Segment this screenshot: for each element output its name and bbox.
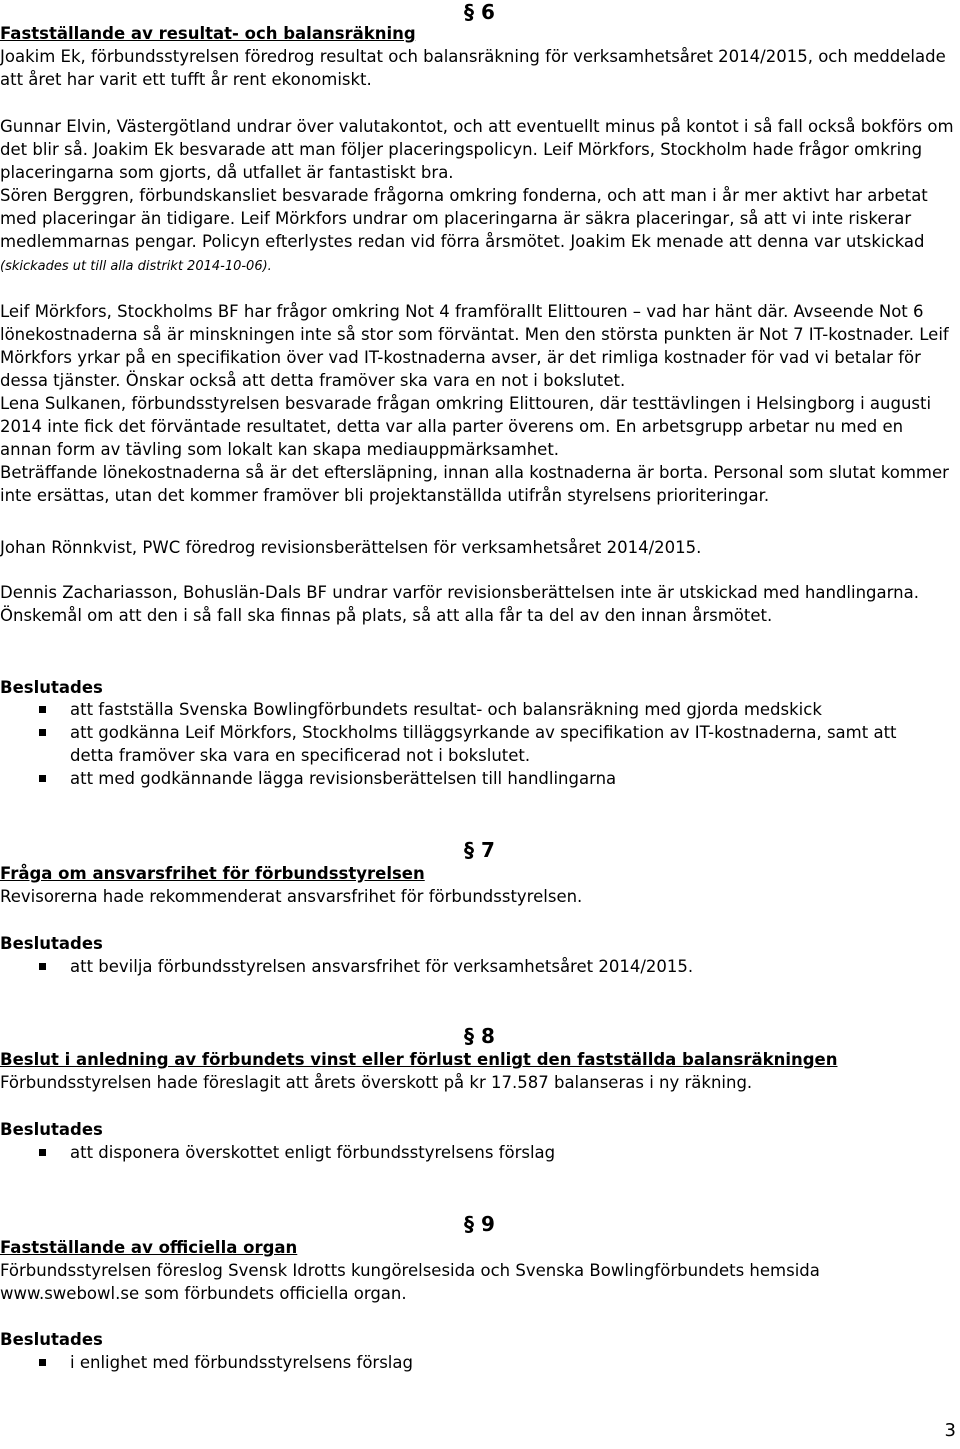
paragraph-text: Revisorerna hade rekommenderat ansvarsfrihet för förbundsstyrelsen. (0, 887, 583, 906)
beslutades-label-7: Beslutades (0, 934, 103, 953)
list-item (0, 955, 900, 978)
section-heading-9: Fastställande av officiella organ (0, 1238, 298, 1257)
paragraph-text: Gunnar Elvin, Västergötland undrar över valutakontot, och att eventuellt minus på kontot i så fall också bokförs om det blir så. Joakim Ek besvarade att man följer placeringspolicyn. Leif Mörkfors, Stockholm hade frågor omkring placeringarna som gjorts, då utfallet är fantastiskt bra. (0, 117, 954, 182)
section-number-6: § 6 (464, 0, 495, 24)
page-number: 3 (944, 1420, 956, 1441)
bullet-square-icon (39, 1149, 46, 1156)
paragraph-6-4 (0, 536, 958, 559)
paragraph-6-3 (0, 300, 958, 507)
list-item (0, 1351, 900, 1374)
list-item-text: att fastställa Svenska Bowlingförbundets resultat- och balansräkning med gjorda medskick (70, 700, 822, 719)
list-item (0, 1141, 900, 1164)
section-heading-6: Fastställande av resultat- och balansräkning (0, 24, 416, 43)
paragraph-text: Joakim Ek, förbundsstyrelsen föredrog resultat och balansräkning för verksamhetsåret 2014/2015, och meddelade att året har varit ett tufft år rent ekonomiskt. (0, 47, 946, 89)
paragraph-6-5 (0, 581, 958, 627)
section-heading-7: Fråga om ansvarsfrihet för förbundsstyrelsen (0, 864, 425, 883)
section-number-7: § 7 (464, 838, 495, 862)
list-item (0, 698, 900, 721)
paragraph-text: Lena Sulkanen, förbundsstyrelsen besvarade frågan omkring Elittouren, där testtävlingen i Helsingborg i augusti 2014 inte fick det förväntade resultatet, detta var alla parter överens om. En arbetsgrupp arbetar nu med en annan form av tävling som lokalt kan skapa mediauppmärksamhet. (0, 394, 932, 459)
paragraph-7-1 (0, 885, 958, 908)
decision-list-8 (0, 1141, 900, 1164)
beslutades-label-6: Beslutades (0, 678, 103, 697)
beslutades-label-8: Beslutades (0, 1120, 103, 1139)
decision-list-6 (0, 698, 900, 790)
bullet-square-icon (39, 963, 46, 970)
paragraph-note: (skickades ut till alla distrikt 2014-10-06). (0, 259, 272, 274)
bullet-square-icon (39, 775, 46, 782)
bullet-square-icon (39, 729, 46, 736)
bullet-square-icon (39, 1359, 46, 1366)
paragraph-6-1 (0, 45, 958, 91)
paragraph-9-1 (0, 1259, 958, 1305)
list-item-text: att disponera överskottet enligt förbundsstyrelsens förslag (70, 1143, 556, 1162)
paragraph-text: Dennis Zachariasson, Bohuslän-Dals BF undrar varför revisionsberättelsen inte är utskickad med handlingarna. Önskemål om att den i så fall ska finnas på plats, så att alla får ta del av den innan årsmötet. (0, 583, 919, 625)
paragraph-text (0, 184, 958, 278)
list-item-text: att godkänna Leif Mörkfors, Stockholms tilläggsyrkande av specifikation av IT-kostnaderna, samt att detta framöver ska vara en specificerad not i bokslutet. (70, 723, 897, 765)
beslutades-label-9: Beslutades (0, 1330, 103, 1349)
section-number-9: § 9 (464, 1212, 495, 1236)
section-heading-8: Beslut i anledning av förbundets vinst eller förlust enligt den fastställda balansräkningen (0, 1050, 838, 1069)
list-item-text: att med godkännande lägga revisionsberättelsen till handlingarna (70, 769, 617, 788)
paragraph-6-2 (0, 115, 958, 278)
paragraph-text: Beträffande lönekostnaderna så är det eftersläpning, innan alla kostnaderna är borta. Personal som slutat kommer inte ersättas, utan det kommer framöver bli projektanställda utifrån styrelsens prioriteringar. (0, 463, 949, 505)
paragraph-text: Förbundsstyrelsen hade föreslagit att årets överskott på kr 17.587 balanseras i ny räkning. (0, 1073, 753, 1092)
list-item (0, 721, 900, 767)
list-item-text: att bevilja förbundsstyrelsen ansvarsfrihet för verksamhetsåret 2014/2015. (70, 957, 694, 976)
section-number-8: § 8 (464, 1024, 495, 1048)
paragraph-text: Leif Mörkfors, Stockholms BF har frågor omkring Not 4 framförallt Elittouren – vad har hänt där. Avseende Not 6 lönekostnaderna så är minskningen inte så stor som förväntat. Men den största punkten är Not 7 IT-kostnader. Leif Mörkfors yrkar på en specifikation över vad IT-kostnaderna avser, är det rimliga kostnader för vad vi betalar för dessa tjänster. Önskar också att detta framöver ska vara en not i bokslutet. (0, 302, 949, 390)
paragraph-8-1 (0, 1071, 958, 1094)
list-item (0, 767, 900, 790)
paragraph-text-main: Sören Berggren, förbundskansliet besvarade frågorna omkring fonderna, och att man i år mer aktivt har arbetat med placeringar än tidigare. Leif Mörkfors undrar om placeringarna är säkra placeringar, så att vi inte riskerar medlemmarnas pengar. Policyn efterlystes redan vid förra årsmötet. Joakim Ek menade att denna var utskickad (0, 186, 928, 251)
bullet-square-icon (39, 706, 46, 713)
decision-list-7 (0, 955, 900, 978)
paragraph-text: Förbundsstyrelsen föreslog Svensk Idrotts kungörelsesida och Svenska Bowlingförbundets hemsida www.swebowl.se som förbundets officiella organ. (0, 1261, 820, 1303)
list-item-text: i enlighet med förbundsstyrelsens förslag (70, 1353, 413, 1372)
paragraph-text: Johan Rönnkvist, PWC föredrog revisionsberättelsen för verksamhetsåret 2014/2015. (0, 538, 702, 557)
decision-list-9 (0, 1351, 900, 1374)
